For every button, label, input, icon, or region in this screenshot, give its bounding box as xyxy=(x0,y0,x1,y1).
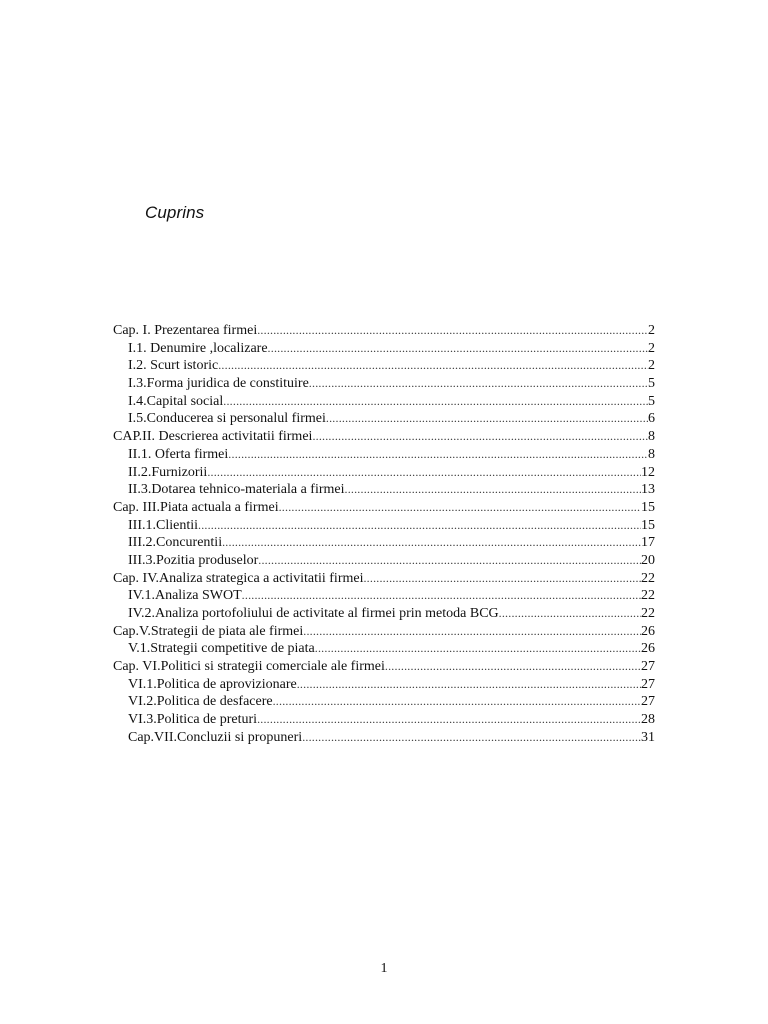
toc-entry[interactable] xyxy=(113,676,655,694)
toc-entry-page: 6 xyxy=(648,411,655,427)
toc-leader-dots xyxy=(312,428,648,446)
toc-leader-dots xyxy=(499,605,641,623)
toc-leader-dots xyxy=(385,658,641,676)
toc-entry[interactable] xyxy=(113,464,655,482)
toc-entry-label: II.2.Furnizorii xyxy=(128,464,208,480)
toc-entry-page: 26 xyxy=(641,623,655,639)
toc-entry-label: Cap. VI.Politici si strategii comerciale ale firmei xyxy=(113,659,385,675)
toc-entry-label: Cap. IV.Analiza strategica a activitatii firmei xyxy=(113,570,364,586)
toc-leader-dots xyxy=(297,676,641,694)
toc-entry[interactable] xyxy=(113,322,655,340)
table-of-contents xyxy=(113,322,655,747)
toc-entry-page: 27 xyxy=(641,694,655,710)
toc-entry-label: IV.1.Analiza SWOT xyxy=(128,588,242,604)
toc-leader-dots xyxy=(257,711,641,729)
toc-entry-label: V.1.Strategii competitive de piata xyxy=(128,641,315,657)
toc-entry-page: 20 xyxy=(641,552,655,568)
toc-leader-dots xyxy=(273,693,641,711)
toc-entry-page: 15 xyxy=(641,517,655,533)
toc-leader-dots xyxy=(303,623,641,641)
toc-entry[interactable] xyxy=(113,623,655,641)
toc-leader-dots xyxy=(268,340,648,358)
toc-entry-page: 13 xyxy=(641,482,655,498)
toc-entry-page: 5 xyxy=(648,393,655,409)
toc-entry-label: I.2. Scurt istoric xyxy=(128,358,219,374)
toc-entry-page: 28 xyxy=(641,712,655,728)
toc-entry[interactable] xyxy=(113,375,655,393)
toc-entry-label: Cap.V.Strategii de piata ale firmei xyxy=(113,623,304,639)
toc-entry-label: VI.2.Politica de desfacere xyxy=(128,694,273,710)
toc-leader-dots xyxy=(279,499,641,517)
toc-entry-label: Cap. III.Piata actuala a firmei xyxy=(113,499,279,515)
toc-entry-page: 26 xyxy=(641,641,655,657)
toc-entry-page: 17 xyxy=(641,535,655,551)
toc-entry-page: 27 xyxy=(641,676,655,692)
toc-leader-dots xyxy=(258,552,641,570)
toc-entry[interactable] xyxy=(113,428,655,446)
toc-leader-dots xyxy=(228,446,648,464)
toc-entry-label: VI.1.Politica de aprovizionare xyxy=(128,676,297,692)
toc-entry-page: 27 xyxy=(641,659,655,675)
toc-leader-dots xyxy=(363,570,641,588)
toc-entry-label: I.4.Capital social xyxy=(128,393,224,409)
toc-entry-label: VI.3.Politica de preturi xyxy=(128,712,258,728)
toc-leader-dots xyxy=(345,481,642,499)
toc-leader-dots xyxy=(207,464,641,482)
toc-entry-label: I.1. Denumire ,localizare xyxy=(128,340,268,356)
toc-leader-dots xyxy=(223,393,648,411)
toc-leader-dots xyxy=(302,729,641,747)
toc-entry-page: 22 xyxy=(641,606,655,621)
toc-entry[interactable] xyxy=(113,340,655,358)
toc-entry-label: Cap.VII.Concluzii si propuneri xyxy=(128,729,303,745)
toc-leader-dots xyxy=(315,640,641,658)
toc-entry[interactable] xyxy=(113,446,655,464)
toc-entry[interactable] xyxy=(113,640,655,658)
toc-entry[interactable] xyxy=(113,499,655,517)
toc-entry-page: 8 xyxy=(648,446,655,462)
toc-entry[interactable] xyxy=(113,729,655,747)
toc-entry-page: 2 xyxy=(648,358,655,374)
toc-entry-page: 2 xyxy=(648,323,655,338)
toc-entry-label: II.3.Dotarea tehnico-materiala a firmei xyxy=(128,482,345,498)
toc-leader-dots xyxy=(257,322,648,340)
toc-entry-page: 12 xyxy=(641,464,655,480)
toc-entry[interactable] xyxy=(113,357,655,375)
toc-entry[interactable] xyxy=(113,410,655,428)
toc-entry[interactable] xyxy=(113,711,655,729)
toc-entry-page: 22 xyxy=(641,588,655,604)
toc-leader-dots xyxy=(222,534,641,552)
toc-entry-label: IV.2.Analiza portofoliului de activitate al firmei prin metoda BCG xyxy=(128,606,499,621)
toc-entry-label: III.1.Clientii xyxy=(128,517,198,533)
toc-leader-dots xyxy=(242,587,641,605)
toc-entry-page: 5 xyxy=(648,376,655,392)
toc-entry[interactable] xyxy=(113,517,655,535)
toc-entry[interactable] xyxy=(113,587,655,605)
toc-entry-page: 15 xyxy=(641,499,655,515)
toc-entry[interactable] xyxy=(113,393,655,411)
toc-entry-label: III.3.Pozitia produselor xyxy=(128,552,259,568)
toc-entry-label: III.2.Concurentii xyxy=(128,535,223,551)
toc-entry[interactable] xyxy=(113,570,655,588)
toc-entry-page: 22 xyxy=(641,570,655,586)
toc-leader-dots xyxy=(326,410,648,428)
toc-entry[interactable] xyxy=(113,605,655,623)
toc-entry-page: 8 xyxy=(648,429,655,445)
toc-entry-label: II.1. Oferta firmei xyxy=(128,446,229,462)
toc-entry-label: Cap. I. Prezentarea firmei xyxy=(113,323,258,338)
toc-entry-label: I.3.Forma juridica de constituire xyxy=(128,376,309,392)
toc-entry[interactable] xyxy=(113,534,655,552)
toc-leader-dots xyxy=(198,517,641,535)
toc-entry[interactable] xyxy=(113,481,655,499)
toc-entry-label: CAP.II. Descrierea activitatii firmei xyxy=(113,429,313,445)
page-number: 1 xyxy=(380,961,388,976)
toc-entry-page: 2 xyxy=(648,340,655,356)
page-title: Cuprins xyxy=(145,203,205,222)
toc-leader-dots xyxy=(309,375,648,393)
toc-entry[interactable] xyxy=(113,552,655,570)
toc-entry[interactable] xyxy=(113,693,655,711)
toc-entry-label: I.5.Conducerea si personalul firmei xyxy=(128,411,326,427)
toc-entry-page: 31 xyxy=(641,729,655,745)
toc-entry[interactable] xyxy=(113,658,655,676)
toc-leader-dots xyxy=(218,357,648,375)
